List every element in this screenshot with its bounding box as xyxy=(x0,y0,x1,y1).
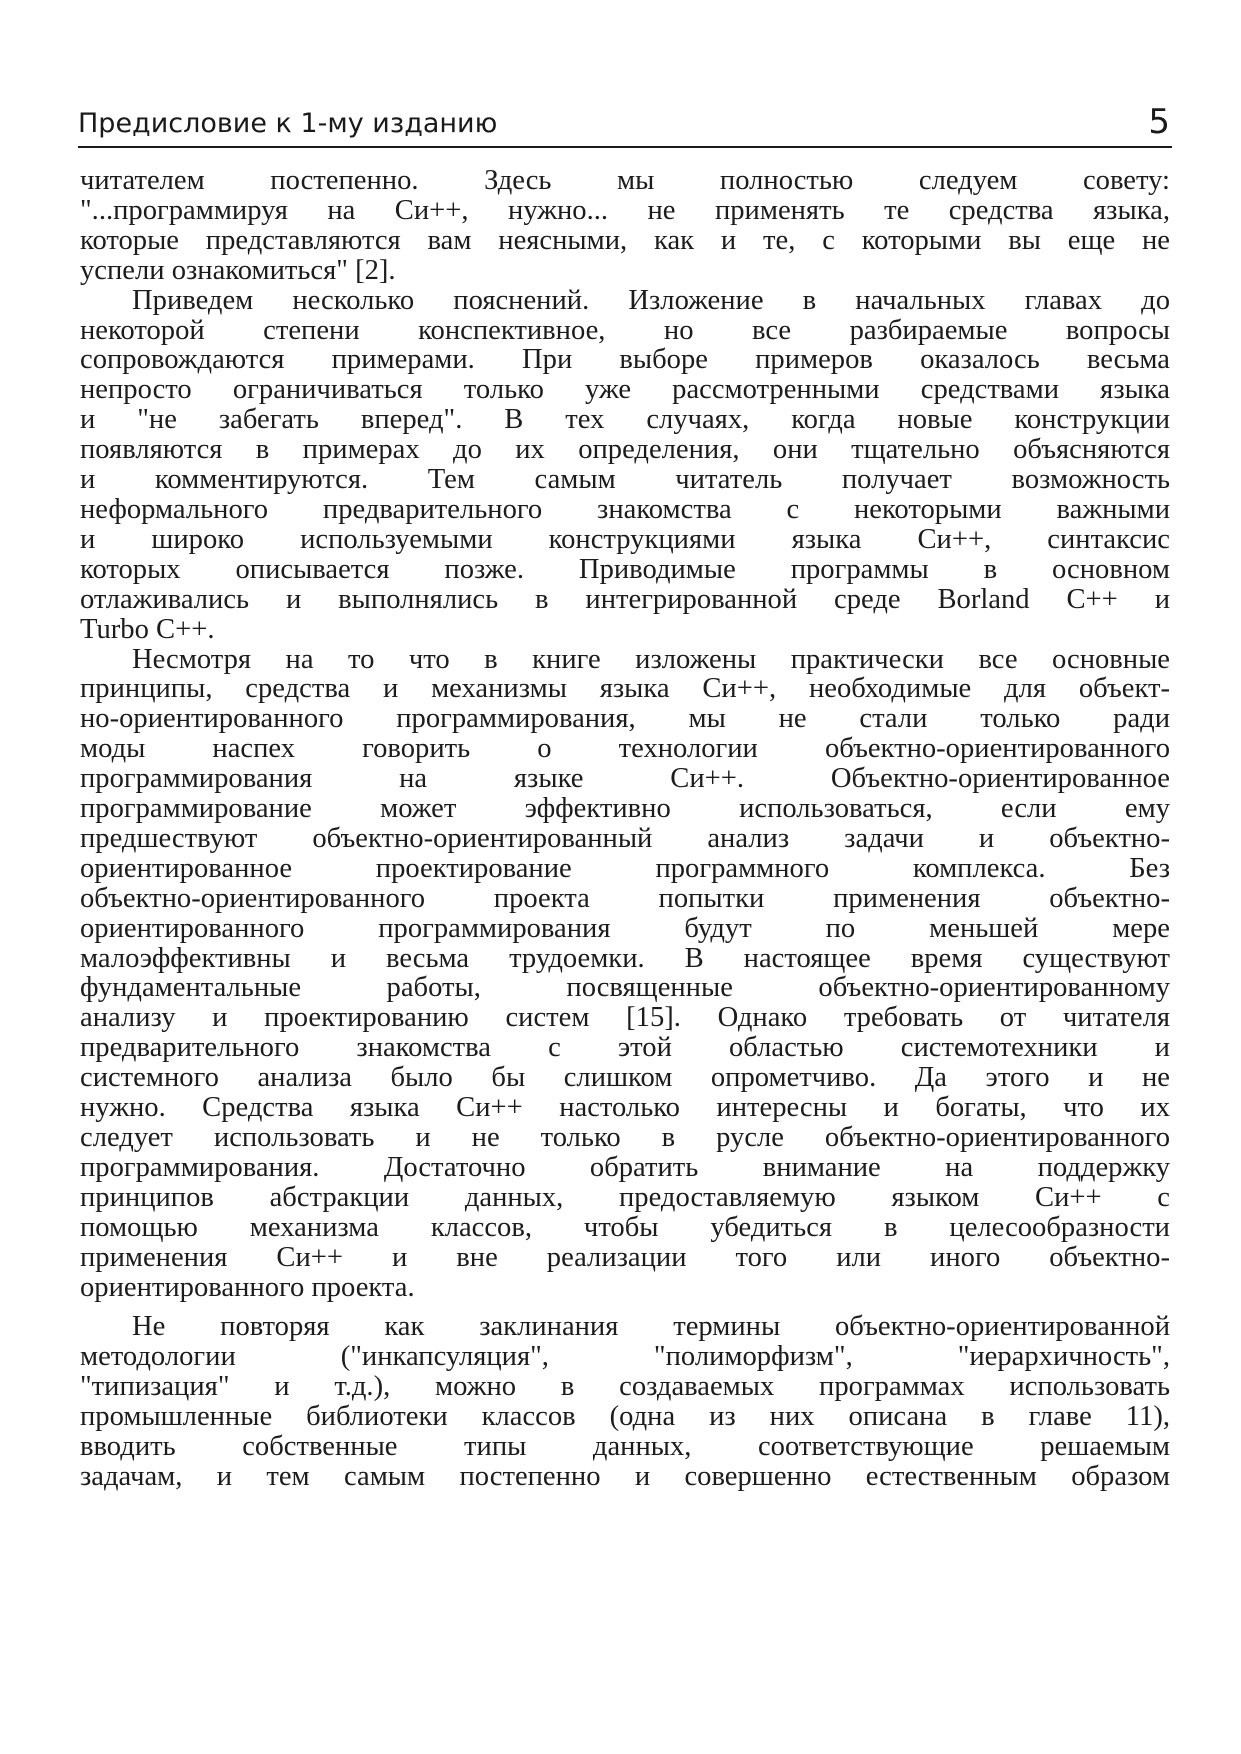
text-line: Не повторяя как заклинания термины объектно-ориентированной xyxy=(132,1311,1170,1343)
text-line: и широко используемыми конструкциями языка Си++, синтаксис xyxy=(80,523,1170,555)
text-line: принципов абстракции данных, предоставляемую языком Си++ с xyxy=(80,1181,1170,1213)
text-line: промышленные библиотеки классов (одна из них описана в главе 11), xyxy=(80,1401,1170,1433)
text-line: объектно-ориентированного проекта попытки применения объектно- xyxy=(80,882,1170,914)
text-line: ориентированного проекта. xyxy=(80,1271,415,1303)
text-line: сопровождаются примерами. При выборе примеров оказалось весьма xyxy=(80,344,1170,376)
text-line: методологии ("инкапсуляция", "полиморфизм", "иерархичность", xyxy=(80,1341,1170,1373)
text-line: помощью механизма классов, чтобы убедиться в целесообразности xyxy=(80,1211,1170,1243)
running-head xyxy=(78,102,1172,148)
text-line: малоэффективны и весьма трудоемки. В настоящее время существуют xyxy=(80,942,1170,974)
text-line: и "не забегать вперед". В тех случаях, когда новые конструкции xyxy=(80,404,1170,436)
text-line: ориентированного программирования будут по меньшей мере xyxy=(80,912,1170,944)
text-line: следует использовать и не только в русле объектно-ориентированного xyxy=(80,1122,1170,1153)
text-line: но-ориентированного программирования, мы не стали только ради xyxy=(80,703,1170,735)
text-line: предварительного знакомства с этой областью системотехники и xyxy=(80,1032,1170,1064)
text-line: читателем постепенно. Здесь мы полностью следуем совету: xyxy=(80,165,1170,196)
text-line: применения Си++ и вне реализации того или иного объектно- xyxy=(80,1241,1170,1273)
text-line: программирование может эффективно использоваться, если ему xyxy=(80,793,1170,825)
text-line: принципы, средства и механизмы языка Си++, необходимые для объект- xyxy=(80,673,1170,705)
text-line: анализу и проектированию систем [15]. Однако требовать от читателя xyxy=(80,1002,1170,1034)
text-line: вводить собственные типы данных, соответствующие решаемым xyxy=(80,1431,1170,1463)
text-line: Приведем несколько пояснений. Изложение в начальных главах до xyxy=(132,284,1170,316)
paragraph xyxy=(80,1312,1170,1491)
text-line: неформального предварительного знакомства с некоторыми важными xyxy=(80,493,1170,525)
paragraph xyxy=(80,645,1170,1303)
text-line: программирования на языке Си++. Объектно-ориентированное xyxy=(80,763,1170,795)
text-line: некоторой степени конспективное, но все разбираемые вопросы xyxy=(80,314,1170,346)
text-line: "типизация" и т.д.), можно в создаваемых программах использовать xyxy=(80,1371,1170,1403)
text-line: программирования. Достаточно обратить внимание на поддержку xyxy=(80,1151,1170,1183)
text-line: появляются в примерах до их определения, они тщательно объясняются xyxy=(80,434,1170,466)
text-line: которые представляются вам неясными, как и те, с которыми вы еще не xyxy=(80,224,1170,256)
text-line: отлаживались и выполнялись в интегрированной среде Borland C++ и xyxy=(80,583,1170,615)
text-line: системного анализа было бы слишком опрометчиво. Да этого и не xyxy=(80,1062,1170,1094)
text-line: которых описывается позже. Приводимые программы в основном xyxy=(80,553,1170,585)
text-line: "...программируя на Си++, нужно... не применять те средства языка, xyxy=(80,194,1170,226)
text-line: и комментируются. Тем самым читатель получает возможность xyxy=(80,464,1170,496)
text-line: моды наспех говорить о технологии объектно-ориентированного xyxy=(80,733,1170,765)
text-line: нужно. Средства языка Си++ настолько интересны и богаты, что их xyxy=(80,1092,1170,1124)
text-line: задачам, и тем самым постепенно и совершенно естественным образом xyxy=(80,1460,1170,1492)
paragraph-continued xyxy=(80,166,1170,286)
text-line: непросто ограничиваться только уже рассмотренными средствами языка xyxy=(80,374,1170,406)
page-number: 5 xyxy=(1148,102,1170,142)
paragraph xyxy=(80,286,1170,645)
text-line: Несмотря на то что в книге изложены практически все основные xyxy=(132,643,1170,675)
text-line: фундаментальные работы, посвященные объектно-ориентированному xyxy=(80,972,1170,1004)
text-line: ориентированное проектирование программного комплекса. Без xyxy=(80,852,1170,884)
running-title: Предисловие к 1-му изданию xyxy=(78,108,498,139)
text-line: успели ознакомиться" [2]. xyxy=(80,254,396,286)
text-line: предшествуют объектно-ориентированный анализ задачи и объектно- xyxy=(80,822,1170,854)
body-text xyxy=(80,166,1170,1492)
text-line: Turbo C++. xyxy=(80,613,215,645)
